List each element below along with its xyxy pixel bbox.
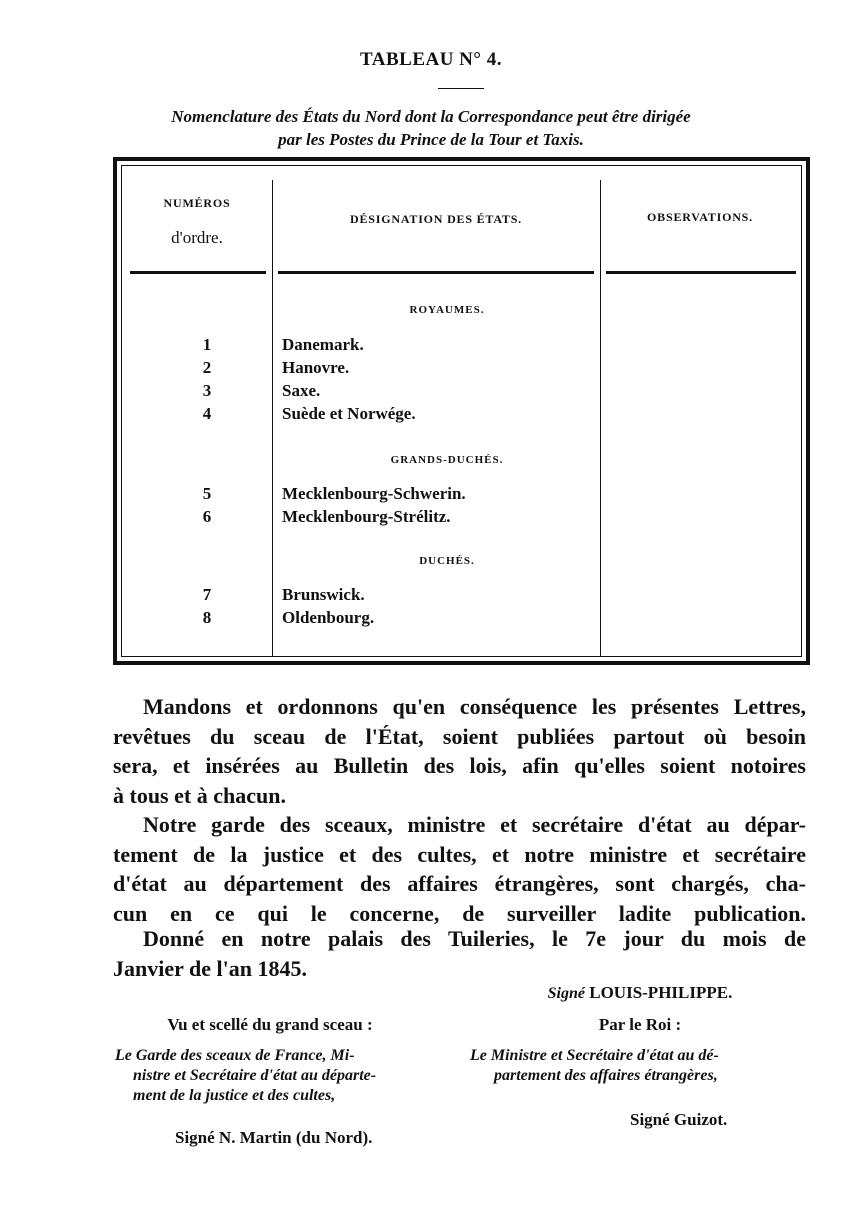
row-name: Suède et Norwége. — [282, 404, 416, 423]
text-line: Mandons et ordonnons qu'en conséquence les présentes Lettres, — [143, 694, 806, 719]
row-name: Mecklenbourg-Schwerin. — [282, 484, 466, 503]
header-ordre: d'ordre. — [171, 228, 223, 247]
section-heading: DUCHÉS. — [419, 555, 475, 567]
paragraph-garde-des-sceaux — [113, 810, 806, 928]
column-divider — [600, 180, 601, 656]
row-name: Hanovre. — [282, 358, 350, 377]
title-rule — [438, 88, 484, 89]
left-signed: Signé N. Martin (du Nord). — [175, 1128, 373, 1147]
table-title: TABLEAU N° 4. — [359, 49, 502, 70]
king-signature: Signé LOUIS-PHILIPPE. — [547, 983, 733, 1002]
header-designation: DÉSIGNATION DES ÉTATS. — [350, 212, 522, 226]
left-heading: Vu et scellé du grand sceau : — [167, 1015, 373, 1034]
table-subtitle-line1: Nomenclature des États du Nord dont la Correspondance peut être dirigée — [171, 107, 691, 126]
text-line: sera, et insérées au Bulletin des lois, afin qu'elles soient notoires — [113, 753, 806, 778]
row-name: Mecklenbourg-Strélitz. — [282, 507, 451, 526]
states-table — [113, 157, 810, 665]
column-divider — [272, 180, 273, 656]
row-name: Saxe. — [282, 381, 321, 400]
left-minister-text: Le Garde des sceaux de France, Mi- nistre et Secrétaire d'état au départe- ment de la justice et des cultes, — [115, 1047, 377, 1104]
right-signed: Signé Guizot. — [630, 1110, 728, 1129]
row-name: Oldenbourg. — [282, 608, 375, 627]
row-number: 8 — [202, 608, 212, 627]
text-line: revêtues du sceau de l'État, soient publiées partout où besoin — [113, 723, 806, 749]
row-number: 2 — [202, 358, 212, 377]
right-heading: Par le Roi : — [598, 1015, 682, 1034]
section-heading: ROYAUMES. — [409, 304, 485, 316]
paragraph-mandons — [113, 692, 806, 810]
row-number: 6 — [202, 507, 212, 526]
header-rule — [130, 271, 266, 274]
row-number: 4 — [202, 404, 212, 423]
paragraph-donne — [113, 924, 806, 983]
row-name: Brunswick. — [282, 585, 365, 604]
text-line: à tous et à chacun. — [113, 782, 286, 808]
row-number: 1 — [202, 335, 212, 354]
header-numeros: NUMÉROS — [163, 196, 231, 210]
right-minister-text: Le Ministre et Secrétaire d'état au dé- partement des affaires étrangères, — [470, 1047, 719, 1084]
row-number: 5 — [202, 484, 212, 503]
text-line: d'état au département des affaires étrangères, sont chargés, cha- — [113, 871, 806, 896]
row-number: 3 — [202, 381, 212, 400]
text-line: Donné en notre palais des Tuileries, le 7e jour du mois de — [143, 926, 806, 951]
header-observations: OBSERVATIONS. — [647, 210, 753, 224]
text-line: Notre garde des sceaux, ministre et secrétaire d'état au dépar- — [143, 812, 806, 837]
header-rule — [278, 271, 594, 274]
text-line: Janvier de l'an 1845. — [113, 955, 307, 981]
text-line: tement de la justice et des cultes, et notre ministre et secrétaire — [113, 841, 806, 867]
text-line: cun en ce qui le concerne, de surveiller ladite publication. — [113, 900, 806, 926]
table-subtitle-line2: par les Postes du Prince de la Tour et Taxis. — [278, 130, 584, 149]
row-number: 7 — [202, 585, 212, 604]
section-heading: GRANDS-DUCHÉS. — [390, 454, 504, 466]
row-name: Danemark. — [282, 335, 364, 354]
header-rule — [606, 271, 796, 274]
